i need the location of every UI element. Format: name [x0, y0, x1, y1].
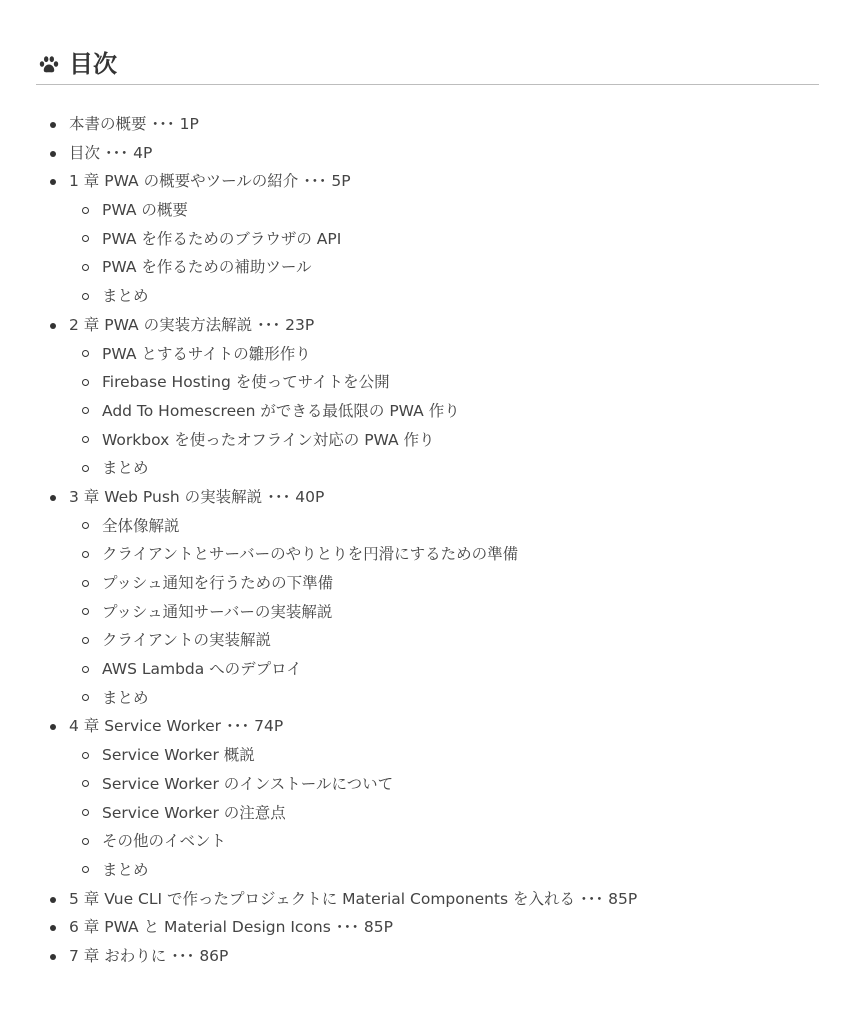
toc-chapter — [0, 712, 854, 884]
toc-header — [36, 44, 819, 85]
toc-section-item[interactable]: まとめ — [0, 282, 854, 311]
toc-section-item[interactable]: Service Worker 概説 — [0, 741, 854, 770]
toc-section-item[interactable]: まとめ — [0, 856, 854, 885]
toc-section-list — [0, 741, 854, 884]
toc-chapter — [0, 311, 854, 483]
toc-section-item[interactable]: 全体像解説 — [0, 512, 854, 541]
toc-section-item[interactable]: クライアントとサーバーのやりとりを円滑にするための準備 — [0, 540, 854, 569]
toc-chapter — [0, 483, 854, 713]
toc-chapter — [0, 913, 854, 942]
toc-section-list — [0, 512, 854, 713]
toc-section-item[interactable]: Workbox を使ったオフライン対応の PWA 作り — [0, 426, 854, 455]
toc-section-item[interactable]: プッシュ通知を行うための下準備 — [0, 569, 854, 598]
toc-chapter — [0, 885, 854, 914]
toc-chapter — [0, 167, 854, 310]
toc-chapter-label[interactable]: 7 章 おわりに ･･･ 86P — [0, 942, 854, 971]
toc-chapter-label[interactable]: 2 章 PWA の実装方法解説 ･･･ 23P — [0, 311, 854, 340]
toc-section-item[interactable]: PWA とするサイトの雛形作り — [0, 340, 854, 369]
paw-icon — [39, 56, 59, 74]
toc-list — [0, 110, 854, 971]
toc-section-item[interactable]: その他のイベント — [0, 827, 854, 856]
toc-section-item[interactable]: プッシュ通知サーバーの実装解説 — [0, 598, 854, 627]
toc-section-item[interactable]: Add To Homescreen ができる最低限の PWA 作り — [0, 397, 854, 426]
toc-chapter — [0, 139, 854, 168]
toc-section-item[interactable]: まとめ — [0, 454, 854, 483]
toc-chapter-label[interactable]: 5 章 Vue CLI で作ったプロジェクトに Material Components を入れる ･･･ 85P — [0, 885, 854, 914]
toc-chapter — [0, 942, 854, 971]
toc-section-item[interactable]: Service Worker の注意点 — [0, 799, 854, 828]
toc-chapter-label[interactable]: 1 章 PWA の概要やツールの紹介 ･･･ 5P — [0, 167, 854, 196]
toc-chapter — [0, 110, 854, 139]
toc-section-item[interactable]: まとめ — [0, 684, 854, 713]
toc-section-item[interactable]: PWA の概要 — [0, 196, 854, 225]
toc-section-item[interactable]: クライアントの実装解説 — [0, 626, 854, 655]
toc-section-item[interactable]: Service Worker のインストールについて — [0, 770, 854, 799]
toc-chapter-label[interactable]: 本書の概要 ･･･ 1P — [0, 110, 854, 139]
page-title: 目次 — [69, 50, 117, 78]
toc-section-list — [0, 196, 854, 311]
toc-chapter-label[interactable]: 6 章 PWA と Material Design Icons ･･･ 85P — [0, 913, 854, 942]
toc-section-list — [0, 340, 854, 483]
toc-section-item[interactable]: Firebase Hosting を使ってサイトを公開 — [0, 368, 854, 397]
toc-chapter-label[interactable]: 4 章 Service Worker ･･･ 74P — [0, 712, 854, 741]
toc-section-item[interactable]: AWS Lambda へのデプロイ — [0, 655, 854, 684]
toc-section-item[interactable]: PWA を作るためのブラウザの API — [0, 225, 854, 254]
toc-chapter-label[interactable]: 目次 ･･･ 4P — [0, 139, 854, 168]
toc-section-item[interactable]: PWA を作るための補助ツール — [0, 253, 854, 282]
toc-chapter-label[interactable]: 3 章 Web Push の実装解説 ･･･ 40P — [0, 483, 854, 512]
